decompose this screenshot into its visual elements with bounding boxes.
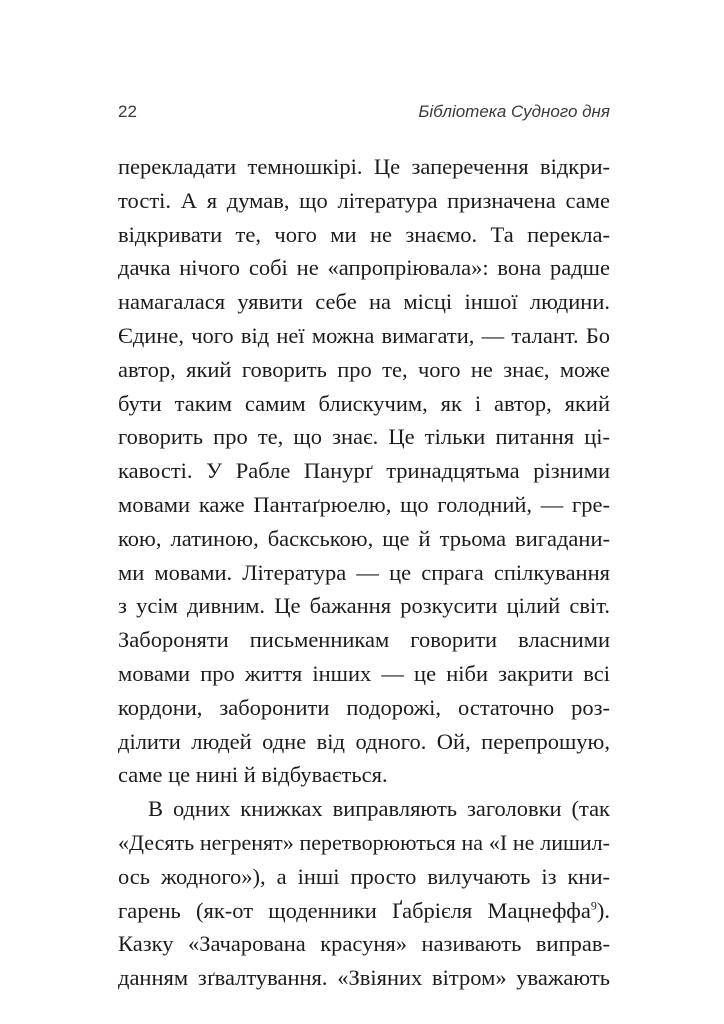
- text-line: з усім дивним. Це бажання розкусити цілий світ.: [118, 593, 610, 619]
- text-line: кордони, заборонити подорожі, остаточно роз-: [118, 694, 610, 720]
- text-line: «Десять негренят» перетворюються на «І не лишил-: [118, 829, 610, 855]
- text-line: відкривати те, чого ми не знаємо. Та перекла-: [118, 221, 610, 247]
- paragraph-end-line: саме це нині й відбувається.: [118, 762, 388, 788]
- body-text: [118, 150, 610, 995]
- text-line: Єдине, чого від неї можна вимагати, — талант. Бо: [118, 322, 610, 348]
- running-title: Бібліотека Судного дня: [418, 102, 610, 121]
- text-line: данням зґвалтування. «Звіяних вітром» уважають: [118, 965, 610, 991]
- text-line: мовами про життя інших — це ніби закрити всі: [118, 660, 610, 686]
- text-line: перекладати темношкірі. Це заперечення відкри-: [118, 154, 610, 179]
- text-line: кою, латиною, баскською, ще й трьома вигадани-: [118, 525, 610, 551]
- text-segment: ).: [596, 897, 610, 923]
- text-line: тості. А я думав, що література призначена саме: [118, 187, 610, 213]
- text-line: ми мовами. Література — це спрага спілкування: [118, 559, 610, 585]
- text-line: говорить про те, що знає. Це тільки питання ці-: [118, 424, 610, 450]
- text-line: дачка нічого собі не «апропріювала»: вона радше: [118, 255, 610, 281]
- paragraph-start-line: В одних книжках виправляють заголовки (так: [148, 796, 610, 822]
- text-line: бути таким самим блискучим, як і автор, який: [118, 390, 610, 416]
- text-line: ділити людей одне від одного. Ой, перепрошую,: [118, 728, 610, 754]
- text-line: намагалася уявити себе на місці іншої людини.: [118, 289, 610, 315]
- text-line: Казку «Зачарована красуня» називають виправ-: [118, 931, 610, 957]
- footnote-reference[interactable]: 9: [590, 898, 597, 913]
- text-segment: гарень (як-от щоденники Ґабрієля Мацнеффа: [118, 897, 591, 923]
- running-header: [118, 102, 610, 126]
- text-line-with-footnote: [118, 894, 610, 928]
- text-line: Забороняти письменникам говорити власними: [118, 627, 610, 653]
- text-line: ось жодного»), а інші просто вилучають із кни-: [118, 863, 610, 889]
- page-number: 22: [118, 102, 137, 121]
- text-line: мовами каже Пантаґрюелю, що голодний, — гре-: [118, 491, 610, 517]
- text-line: кавості. У Рабле Панурґ тринадцятьма різними: [118, 458, 610, 484]
- text-line: автор, який говорить про те, чого не знає, може: [118, 356, 610, 382]
